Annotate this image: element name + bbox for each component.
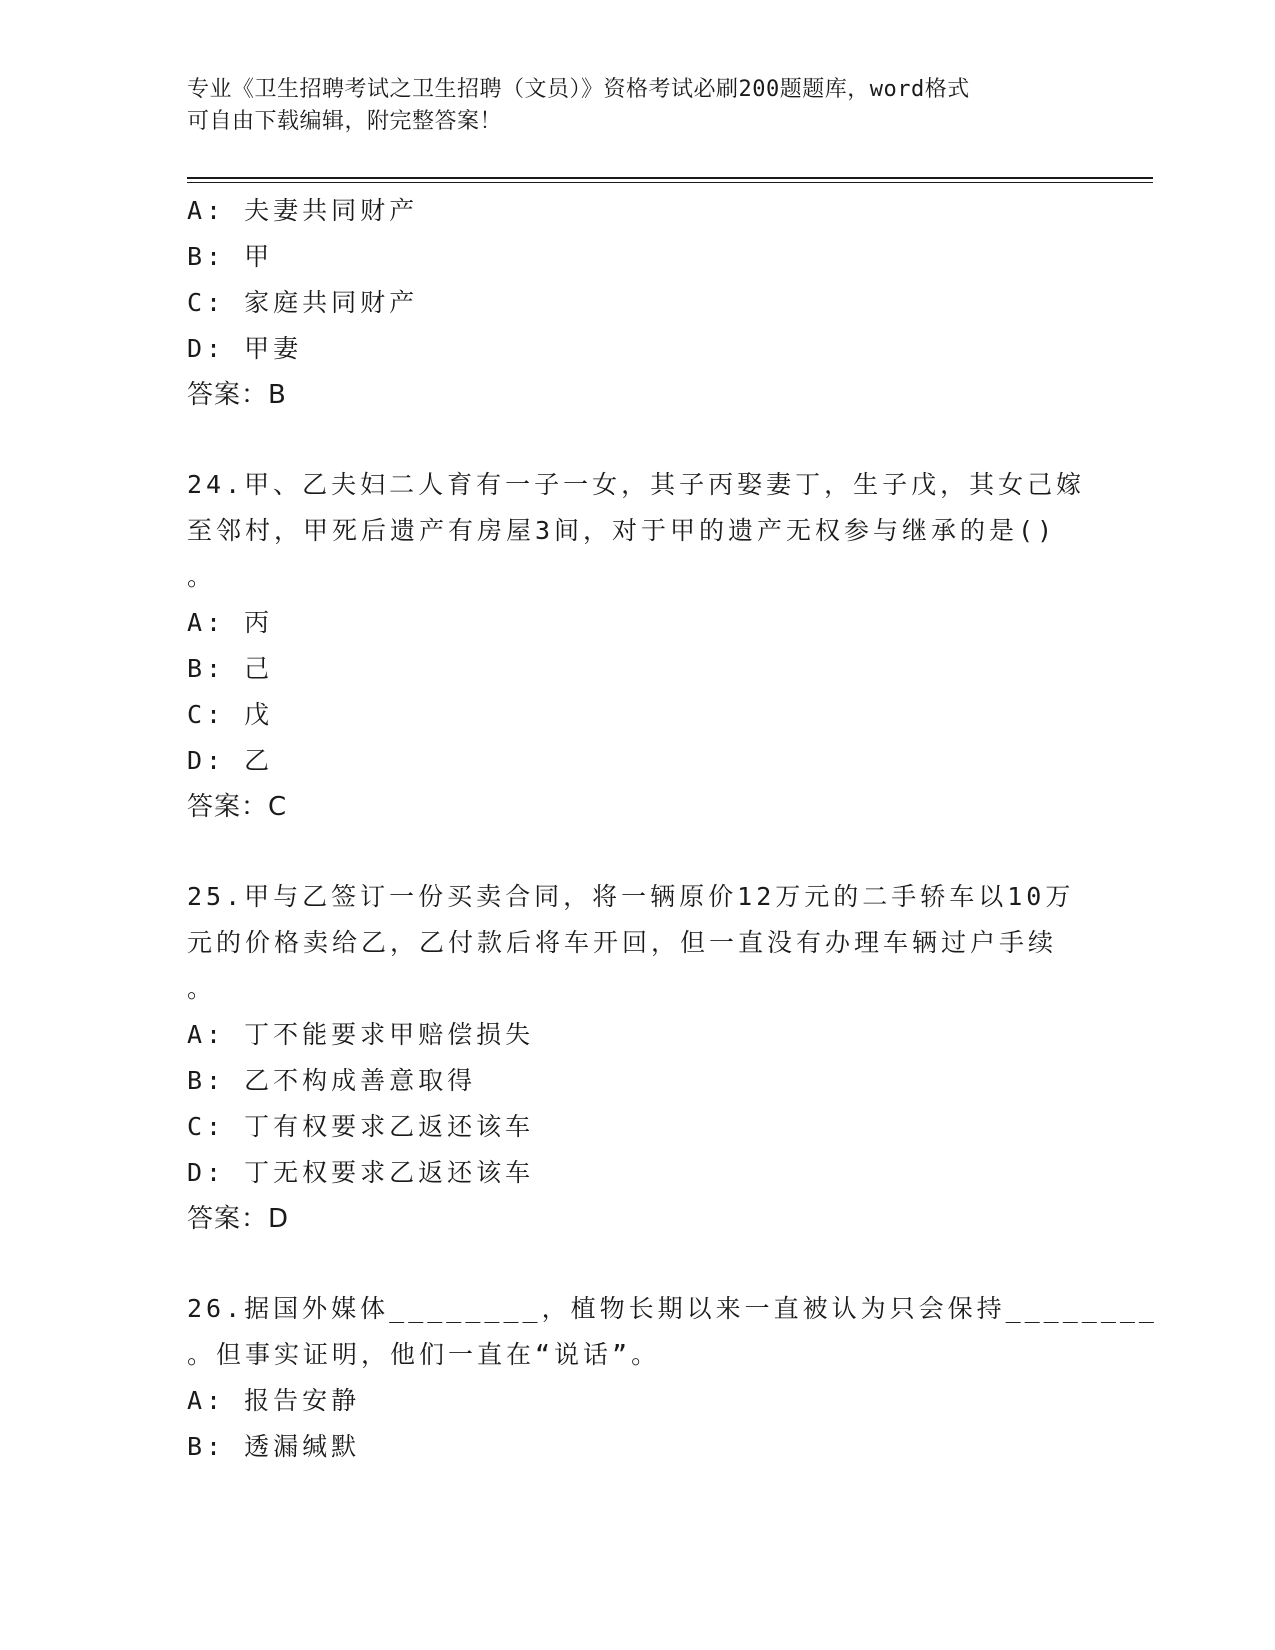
question-line: 。: [187, 562, 217, 591]
question-25: [187, 874, 1087, 1242]
answer-label: 答案：C: [187, 792, 288, 822]
document-header: [187, 74, 1067, 138]
question-text: [187, 1286, 1158, 1378]
option-a: A: 夫妻共同财产: [187, 196, 419, 225]
option-c: C: 戊: [187, 700, 274, 729]
question-26: [187, 1286, 1158, 1470]
header-line-2: 可自由下载编辑，附完整答案！: [187, 109, 503, 134]
question-text: [187, 462, 1087, 600]
option-d: D: 乙: [187, 746, 274, 775]
option-b: B: 透漏缄默: [187, 1432, 361, 1461]
question-line: 25.甲与乙签订一份买卖合同，将一辆原价12万元的二手轿车以10万: [187, 882, 1075, 911]
header-rule-thick: [187, 177, 1153, 179]
question-text: [187, 874, 1087, 1012]
option-a: A: 报告安静: [187, 1386, 361, 1415]
question-24: [187, 462, 1087, 830]
option-c: C: 丁有权要求乙返还该车: [187, 1112, 535, 1141]
question-spacer: [187, 1242, 1087, 1286]
question-line: 元的价格卖给乙，乙付款后将车开回，但一直没有办理车辆过户手续: [187, 928, 1058, 957]
question-23: [187, 188, 1087, 418]
question-line: 至邻村，甲死后遗产有房屋3间，对于甲的遗产无权参与继承的是(): [187, 516, 1057, 545]
option-c: C: 家庭共同财产: [187, 288, 419, 317]
header-line-1: 专业《卫生招聘考试之卫生招聘（文员）》资格考试必刷200题题库，word格式: [187, 77, 970, 102]
question-line: 26.据国外媒体________，植物长期以来一直被认为只会保持________: [187, 1294, 1158, 1323]
option-d: D: 甲妻: [187, 334, 303, 363]
question-spacer: [187, 830, 1087, 874]
option-d: D: 丁无权要求乙返还该车: [187, 1158, 535, 1187]
option-a: A: 丙: [187, 608, 274, 637]
answer-label: 答案：D: [187, 1204, 290, 1234]
option-a: A: 丁不能要求甲赔偿损失: [187, 1020, 535, 1049]
option-b: B: 甲: [187, 242, 274, 271]
document-body: [187, 188, 1158, 1470]
answer-label: 答案：B: [187, 380, 287, 410]
question-line: 。但事实证明，他们一直在“说话”。: [187, 1340, 661, 1369]
question-line: 24.甲、乙夫妇二人育有一子一女，其子丙娶妻丁，生子戊，其女己嫁: [187, 470, 1086, 499]
option-b: B: 己: [187, 654, 274, 683]
header-rule-thin: [187, 182, 1153, 183]
question-line: 。: [187, 974, 217, 1003]
option-b: B: 乙不构成善意取得: [187, 1066, 477, 1095]
question-spacer: [187, 418, 1087, 462]
